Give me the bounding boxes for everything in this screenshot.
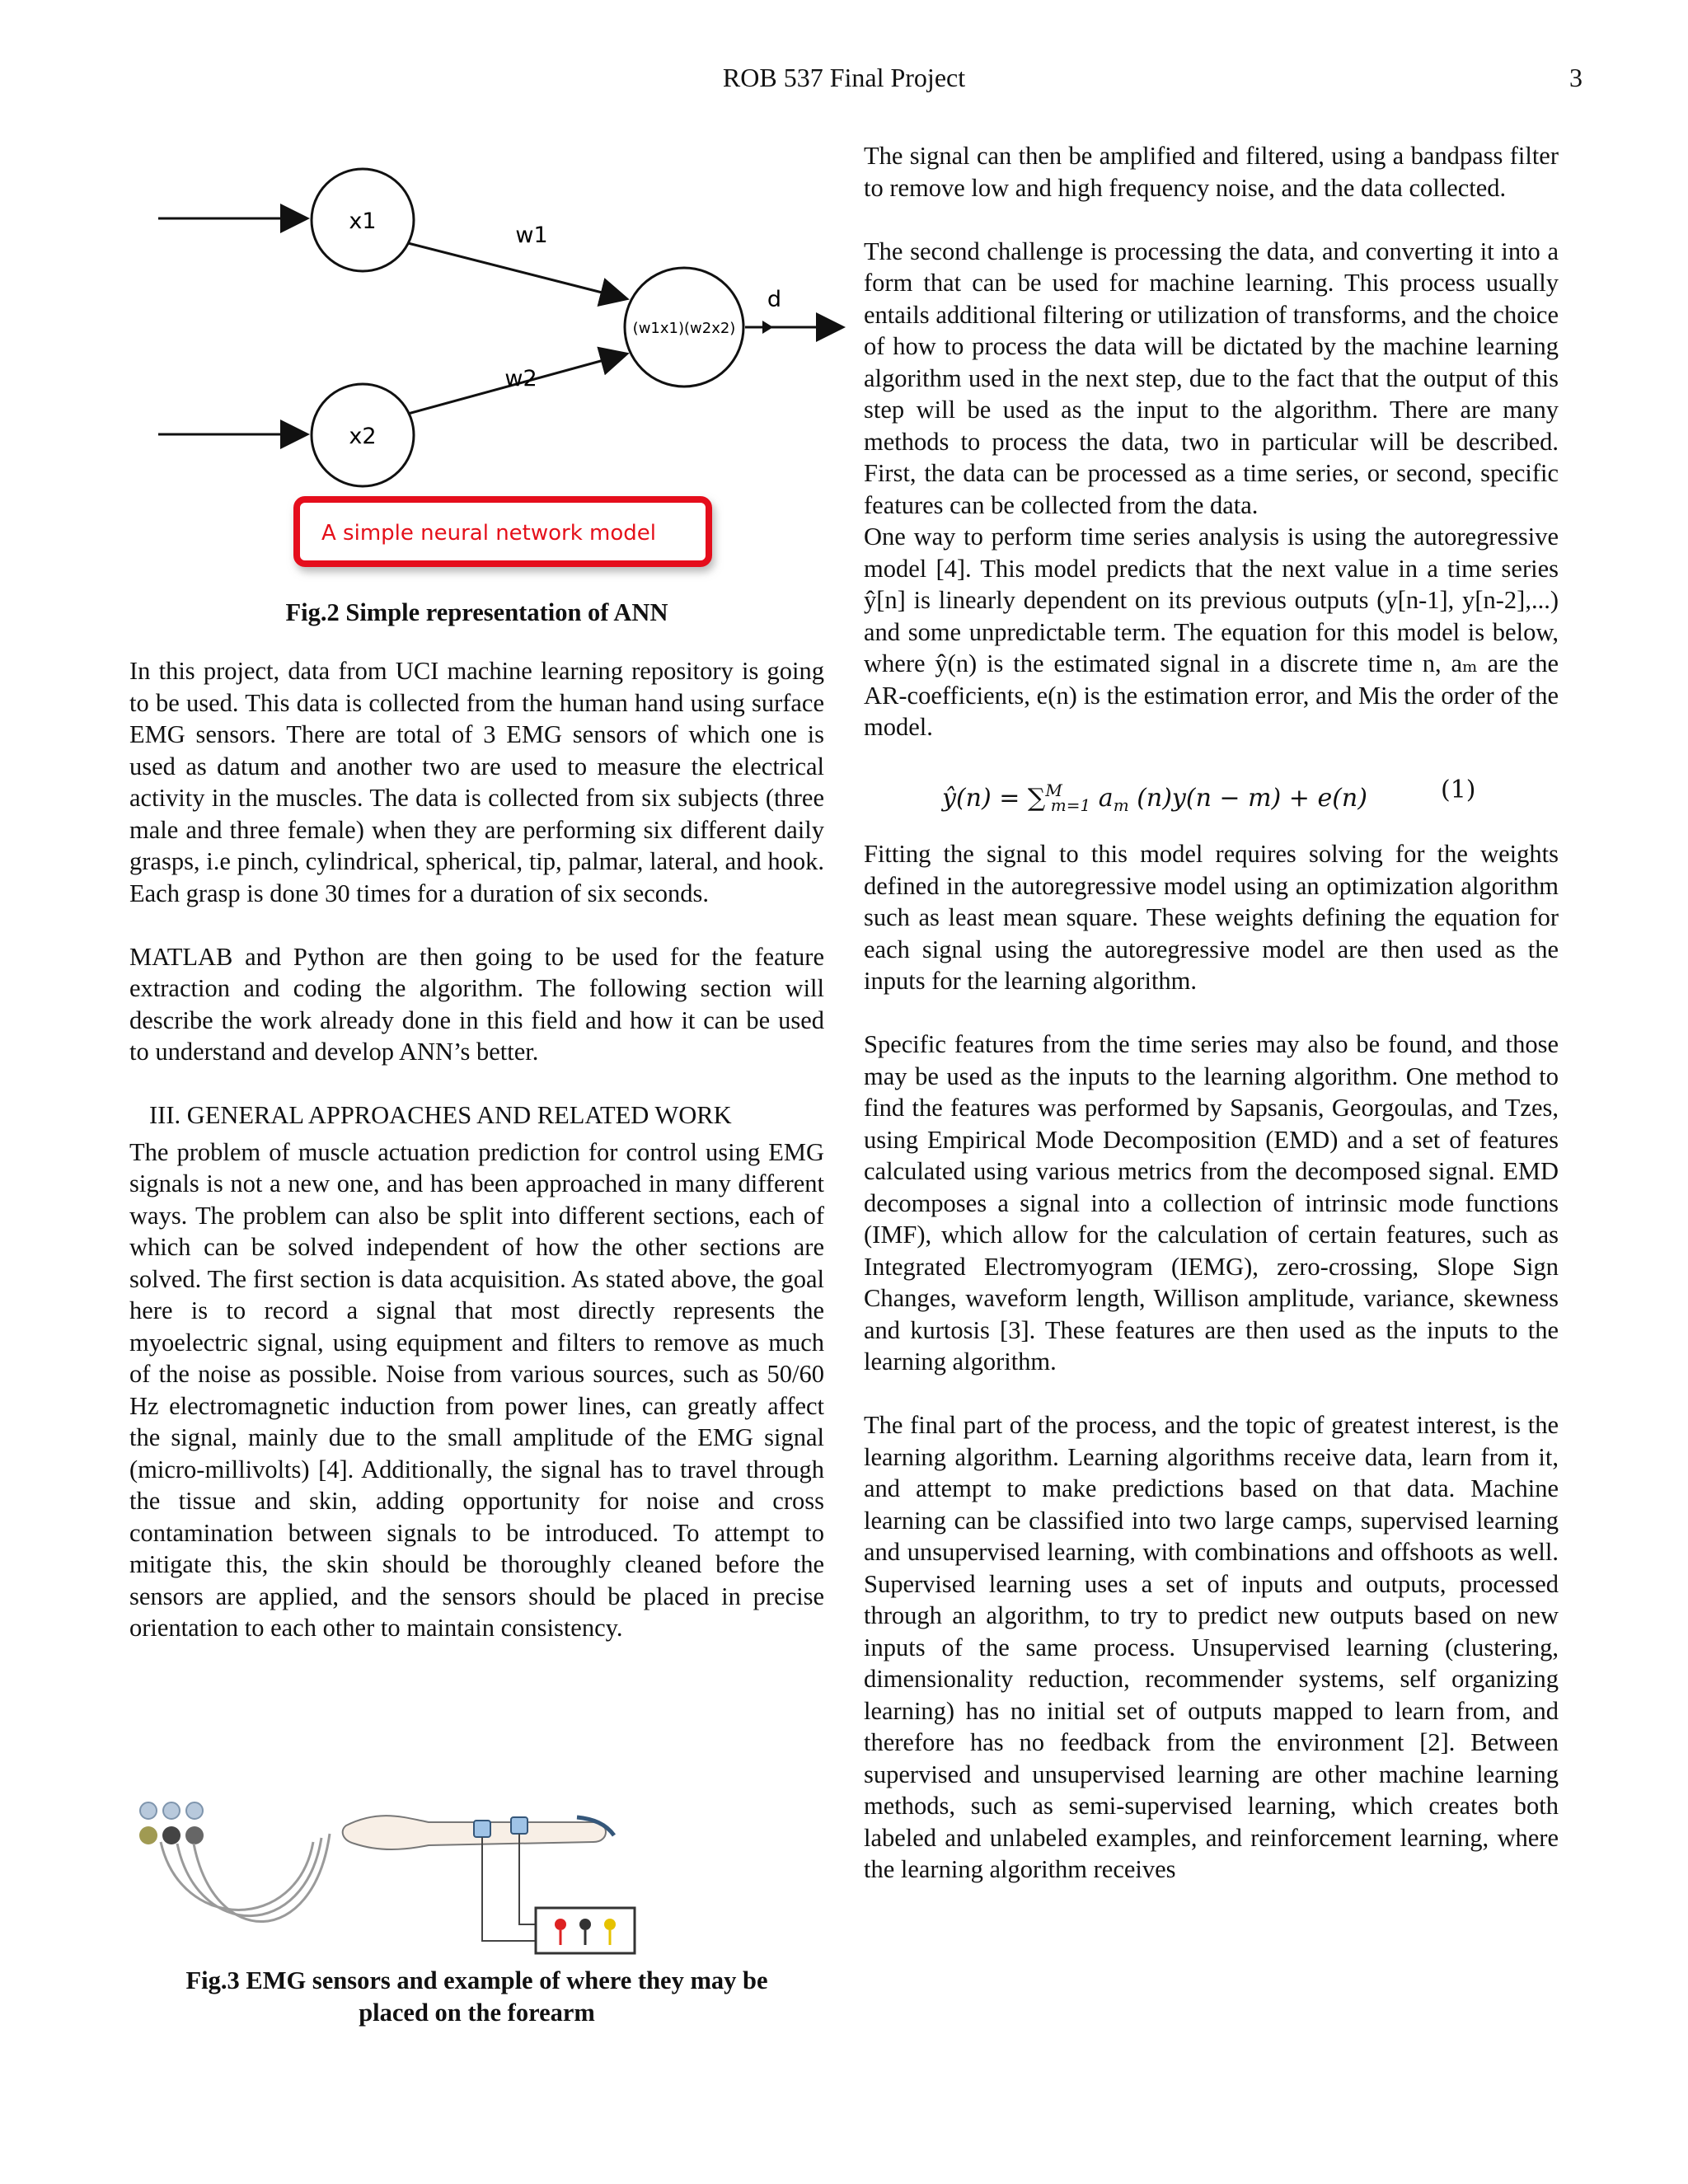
weight-w2-label: w2	[504, 366, 537, 391]
electrode-pads	[139, 1802, 204, 1844]
arm-sensor	[511, 1817, 528, 1834]
equation-number: (1)	[1441, 776, 1476, 804]
model-banner-text: A simple neural network model	[321, 521, 657, 546]
paragraph: The problem of muscle actuation prediction for control using EMG signals is not a new one, and has been approached in many different ways. The problem can also be split into different sections, each of which can be solved independent of how the other sections are solved. The first section is data acquisition. As stated above, the goal here is to record a signal that most directly represents the myoelectric signal, using equipment and filters to remove as much of the noise as possible. Noise from various sources, such as 50/60 Hz electromagnetic induction from power lines, can greatly affect the signal, mainly due to the small amplitude of the EMG signal (micro-millivolts) [4]. Additionally, the signal has to travel through the tissue and skin, adding opportunity for noise and cross contamination between signals to be introduced. To attempt to mitigate this, the skin should be thoroughly cleaned before the sensors are applied, and the sensors should be placed in precise orientation to each other to maintain consistency.	[129, 1137, 824, 1642]
paragraph: The final part of the process, and the topic of greatest interest, is the learning algorithm. Learning algorithms receive data, learn from it, and attempt to make predictions based on that data. Machine learning can be classified into two large camps, supervised learning and unsupervised learning, with combinations and offshoots as well. Supervised learning uses a set of inputs and outputs, processed through an algorithm, to try to predict new outputs based on new inputs of the same process. Unsupervised learning (clustering, dimensionality reduction, recommender systems, self organizing learning) has no initial set of outputs mapped to learn from, and therefore has no feedback from the environment [2]. Between supervised and unsupervised learning are other machine learning methods, such as semi-supervised learning, which creates both labeled and unlabeled examples, and reinforcement learning, where the learning algorithm receives	[864, 1411, 1559, 1883]
section-heading: III. GENERAL APPROACHES AND RELATED WORK	[149, 1101, 732, 1129]
weight-w1-label: w1	[515, 223, 548, 248]
equation-tail: (n)y(n − m) + e(n)	[1128, 784, 1367, 813]
paragraph: The second challenge is processing the data, and converting it into a form that can be used for machine learning. This process usually entails additional filtering or utilization of transforms, and the choice of how to process the data will be dictated by the machine learning algorithm used in the next step, due to the fact that the output of this step will be used as the input to the algorithm. There are many methods to process the data, two in particular will be described. First, the data can be processed as a time series, or second, specific features can be collected from the data.	[864, 237, 1559, 519]
equation-coef-sub: m	[1113, 795, 1129, 815]
fig3-caption-line2: placed on the forearm	[359, 1998, 595, 2027]
emg-sensor-illustration	[132, 1793, 692, 1957]
page-number: 3	[1569, 63, 1582, 92]
node-x1-label: x1	[349, 209, 377, 234]
fig3-caption	[129, 1965, 824, 2028]
output-label: d	[767, 287, 781, 312]
equation-sum-sup: M	[1045, 780, 1062, 800]
paragraph: The signal can then be amplified and filtered, using a bandpass filter to remove low and high frequency noise, and the data collected.	[864, 142, 1559, 202]
sensor-cables	[161, 1834, 330, 1922]
right-column	[864, 140, 1559, 1886]
equation-sum: ∑	[1027, 784, 1046, 813]
arm-sensor	[474, 1821, 490, 1837]
ar-model-equation	[864, 775, 1559, 815]
equation-sum-sub: m=1	[1050, 795, 1091, 815]
ann-diagram	[148, 157, 781, 585]
equation-lhs: ŷ(n) =	[942, 784, 1028, 813]
paragraph: MATLAB and Python are then going to be used for the feature extraction and coding the algorithm. The following section will describe the work already done in this field and how it can be used to understand and develop ANN’s better.	[129, 942, 824, 1066]
equation-body	[942, 775, 1367, 822]
paragraph: One way to perform time series analysis is using the autoregressive model [4]. This model predicts that the next value in a time series ŷ[n] is linearly dependent on its previous outputs (y[n-1], y[n-2],...) and some unpredictable term. The equation for this model is below, where ŷ(n) is the estimated signal in a discrete time n, aₘ are the AR-coefficients, e(n) is the estimation error, and Mis the order of the model.	[864, 523, 1559, 741]
node-sum-label: (w1x1)(w2x2)	[632, 320, 736, 337]
node-x2-label: x2	[349, 424, 377, 449]
fig2-caption: Fig.2 Simple representation of ANN	[285, 598, 668, 626]
left-column	[129, 655, 824, 1644]
running-title: ROB 537 Final Project	[722, 63, 966, 92]
edge-w1	[408, 243, 625, 298]
fig3-caption-line1: Fig.3 EMG sensors and example of where they may be	[185, 1966, 768, 1994]
paragraph: Specific features from the time series may also be found, and those may be used as the inputs to the learning algorithm. One method to find the features was performed by Sapsanis, Georgoulas, and Tzes, using Empirical Mode Decomposition (EMD) and a set of features calculated using various metrics from the decomposed signal. EMD decomposes a signal into a collection of intrinsic mode functions (IMF), which allow for the calculation of certain features, such as Integrated Electromyogram (IEMG), zero-crossing, Slope Sign Changes, waveform length, Willison amplitude, variance, skewness and kurtosis [3]. These features are then used as the inputs to the learning algorithm.	[864, 1030, 1559, 1376]
paragraph: Fitting the signal to this model requires solving for the weights defined in the autoregressive model using an optimization algorithm such as least mean square. These weights defining the equation for each signal using the autoregressive model are then used as the inputs for the learning algorithm.	[864, 840, 1559, 995]
page-header	[0, 61, 1688, 94]
paragraph: In this project, data from UCI machine learning repository is going to be used. This data is collected from the human hand using surface EMG sensors. There are total of 3 EMG sensors of which one is used as datum and another two are used to measure the electrical activity in the muscles. The data is collected from six subjects (three male and three female) when they are performing six different daily grasps, i.e pinch, cylindrical, spherical, tip, palmar, lateral, and hook. Each grasp is done 30 times for a duration of six seconds.	[129, 657, 824, 907]
equation-coef: a	[1098, 784, 1114, 813]
